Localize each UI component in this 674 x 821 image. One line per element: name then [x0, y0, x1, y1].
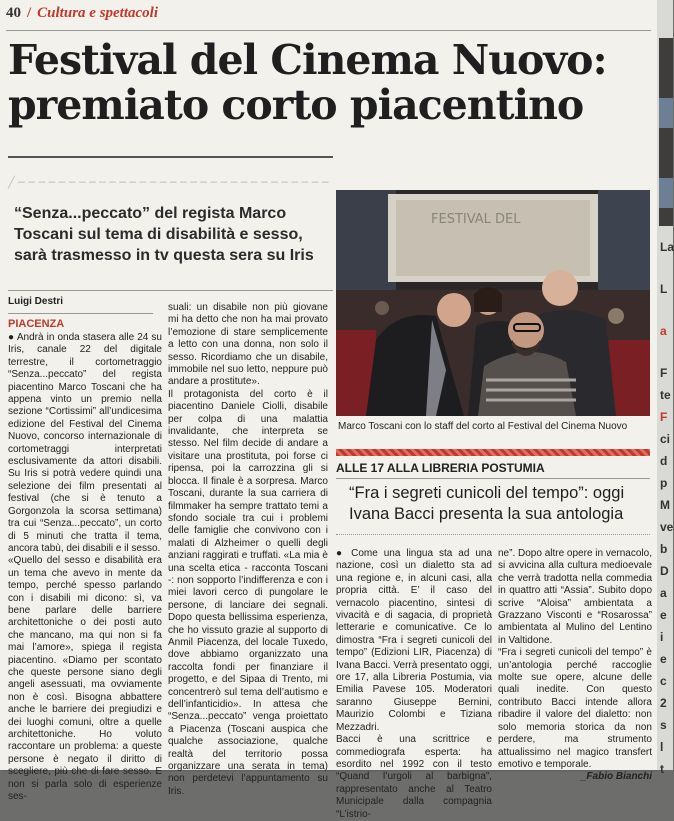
photo-illustration — [336, 190, 650, 416]
photo-caption: Marco Toscani con lo staff del corto al Festival del Cinema Nuovo — [338, 421, 628, 432]
adjacent-letter: te — [660, 388, 671, 402]
adjacent-letter: l — [660, 740, 664, 754]
adjacent-letter: d — [660, 454, 668, 468]
section-title: Cultura e spettacoli — [37, 5, 159, 21]
adjacent-letter: F — [660, 410, 668, 424]
adjacent-letter: e — [660, 652, 667, 666]
sidebar-red-bar — [336, 449, 650, 456]
page-number: 40 — [6, 5, 21, 21]
paragraph: «Quello del sesso e disabilità era un tema che avevo in mente da tempo, perché spesso parlando con i disabili mi dicono: sì, va bene parlare delle barriere architettoniche o dei posti auto che mancano, ma qui non si fa mai l’amore», spiega il regista piacentino. «Diamo per scontato che queste persone siano degli angeli asessuati, ma ovviamente non è così. Bisogna abbattere anche le barriere dei pregiudizi e dei luoghi comuni, oltre a quelle architettoniche. Ho voluto raccontare un problema: a queste persone è negato il diritto di scegliere, più che di fare sesso. E non si parla solo di esperienze ses- — [8, 555, 162, 803]
byline-rule — [8, 313, 153, 314]
article-column-1 — [8, 332, 162, 803]
subhead-rule — [8, 290, 333, 291]
adjacent-letter: M — [660, 498, 670, 512]
paragraph: suali: un disabile non più giovane mi ha detto che non ha mai provato l’emozione di stare semplicemente a letto con una donna, non solo il sesso. Ricordiamo che un disabile, immobile nel suo letto, neppure può andare a prostitute». — [168, 302, 328, 388]
page-header — [6, 5, 158, 29]
header-rule — [6, 30, 651, 31]
headline-line-1: Festival del Cinema Nuovo: — [8, 36, 607, 84]
adjacent-letter: p — [660, 476, 668, 490]
headline-line-2: premiato corto piacentino — [8, 81, 584, 129]
adjacent-letter: b — [660, 542, 668, 556]
adjacent-letter: a — [660, 586, 667, 600]
adjacent-letter: s — [660, 718, 667, 732]
dateline: PIACENZA — [8, 318, 65, 330]
adjacent-letter: i — [660, 630, 664, 644]
screen-text: FESTIVAL DEL — [431, 212, 521, 227]
adjacent-letter: t — [660, 762, 664, 776]
header-slash: / — [27, 5, 32, 21]
adjacent-letter: ci — [660, 432, 671, 446]
article-headline — [8, 38, 658, 128]
adjacent-letter: c — [660, 674, 667, 688]
article-column-2 — [168, 302, 328, 797]
sidebar-column-2 — [498, 548, 652, 783]
adjacent-letter: La — [660, 240, 674, 254]
article-subheadline: “Senza...peccato” del regista Marco Toscani sul tema di disabilità e sesso, sarà trasmesso in tv questa sera su Iris — [14, 205, 314, 264]
sidebar-author: _Fabio Bianchi — [580, 771, 652, 783]
adjacent-page-image — [659, 38, 673, 226]
adjacent-letter: L — [660, 282, 668, 296]
paragraph: ● Andrà in onda stasera alle 24 su Iris, canale 22 del digitale terrestre, il cortometraggio “Senza...peccato” del regista piacentino Marco Toscani che ha appena vinto un premio nella sezione “Cortissimi” all’undicesima edizione del Festival del Cinema Nuovo, concorso internazionale di cortometraggi interpretati esclusivamente da attori disabili. Su Iris si potrà vedere quindi una selezione dei film presentati al festival (che si è tenuto a Gorgonzola la scorsa settimana) tra cui “Senza...peccato”, un corto di 5 minuti che tratta il tema, ancora tabù, dei disabili e il sesso. — [8, 332, 162, 554]
kicker-rule — [336, 478, 650, 479]
adjacent-letter: D — [660, 564, 669, 578]
sidebar-column-1 — [336, 548, 492, 820]
sidebar-kicker: ALLE 17 ALLA LIBRERIA POSTUMIA — [336, 461, 545, 475]
sidebar-headline: “Fra i segreti cunicoli del tempo”: oggi Ivana Bacci presenta la sua antologia — [349, 484, 625, 523]
paragraph: ● Come una lingua sta ad una nazione, così un dialetto sta ad una regione e, in alcuni casi, alla propria città. E’ il caso del vernacolo piacentino, sintesi di vivacità e di sagacia, di proprietà letterarie e comunicative. Ce lo dimostra “Fra i segreti cunicoli del tempo” (Edizioni LIR, Piacenza) di Ivana Bacci. Verrà presentato oggi, ore 17, alla Libreria Postumia, via Emilia Pavese 105. Moderatori saranno Giuseppe Bernini, Maurizio Colombi e Tiziana Mezzadri. — [336, 548, 492, 733]
adjacent-page-edge — [657, 0, 674, 776]
decorative-dashes: ╱ ─ ─ ─ ─ ─ ─ ─ ─ ─ ─ ─ ─ ─ ─ ─ ─ ─ ─ ─ ─ ─ ─ ─ ─ ─ ─ ─ ─ ─ ─ ─ — [8, 176, 329, 189]
adjacent-letter: a — [660, 324, 667, 338]
paragraph: Bacci è una scrittrice e commediografa esperta: ha esordito nel 1992 con il testo “Quand l’urgoli al barbigna”, rappresentato anche al Teatro Municipale dalla compagnia “L’istrio- — [336, 734, 492, 820]
sidebar-divider — [336, 534, 650, 535]
adjacent-letter: F — [660, 366, 668, 380]
paragraph: “Fra i segreti cunicoli del tempo” è un’antologia perché raccoglie molte sue opere, alcune delle quali inedite. Con questo contributo Bacci intende allora ribadire il valore del dialetto: non solo memoria storica da non perdere, ma strumento attualissimo nel magico transfert emotivo e temporale. — [498, 647, 652, 770]
paragraph: Il protagonista del corto è il piacentino Daniele Ciolli, disabile per colpa di una malattia invalidante, che interpreta se stesso. Nel film decide di andare a visitare una prostituta, poi forse ci ripensa, poi la carrozzina gli si blocca. Il finale è a sorpresa. Marco Toscani, durante la sua carriera di filmmaker ha sempre trattato temi a sfondo sociale tra cui i problemi delle famiglie che convivono con i malati di Alzheimer o quelli degli anziani raggirati e truffati. «La mia è una scelta etica - racconta Toscani -: non sopporto l’indifferenza e con i miei lavori cerco di pungolare le persone, di lanciare dei segnali. Dopo questa bellissima esperienza, che ho vissuto grazie al supporto di Anmil Piacenza, del locale Tuxedo, dove abbiamo organizzato una raccolta fondi per finanziare il progetto, e del Sipaa di Trento, mi concentrerò sul tema dell’autismo e dell’infanticidio». In attesa che “Senza...peccato” venga proiettato a Piacenza (Toscani auspica che qualche associazione, qualche realtà del territorio possa organizzare una serata in tema) non perdetevi l’appuntamento su Iris. — [168, 388, 328, 797]
headline-rule — [8, 156, 333, 158]
adjacent-letter: 2 — [660, 696, 667, 710]
article-photo — [336, 190, 650, 416]
adjacent-letter: e — [660, 608, 667, 622]
paragraph: ne”. Dopo altre opere in vernacolo, si avvicina alla cultura medioevale che verrà tradotta nella commedia in quattro atti “Assia”. Subito dopo scrive “Aloisa” ambientata a Grazzano Visconti e “Rosarossa” ambientata al Mulino del Lentino in Valtidone. — [498, 548, 652, 646]
author-byline: Luigi Destri — [8, 296, 64, 307]
adjacent-letter: ve — [660, 520, 674, 534]
